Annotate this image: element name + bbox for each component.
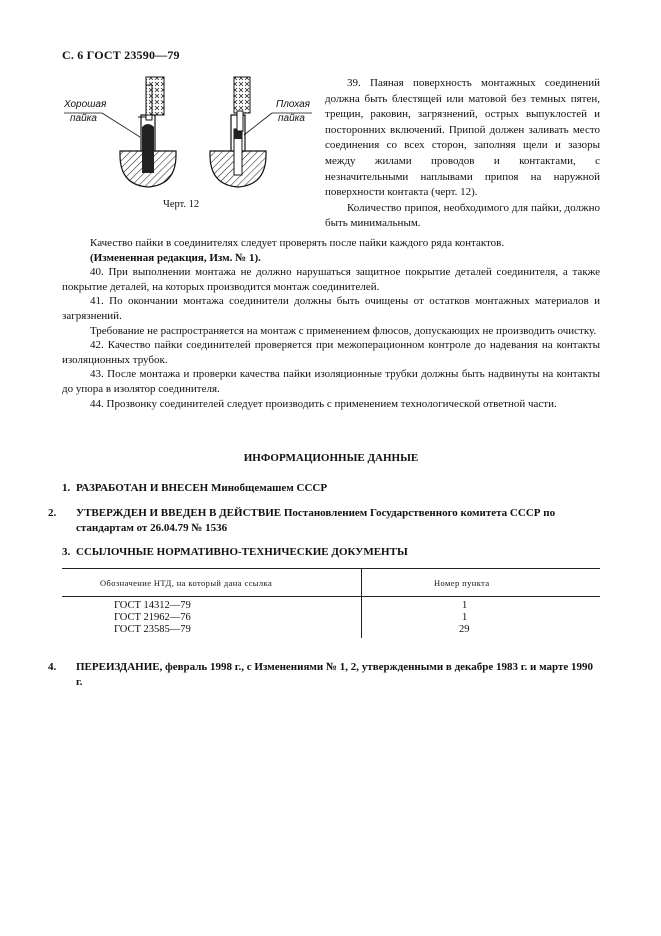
- paragraph-solder-amount: Количество припоя, необходимого для пайки, должно быть минимальным.: [325, 201, 600, 230]
- table-column-divider: [361, 568, 362, 638]
- info-item-2-caps: УТВЕРЖДЕН И ВВЕДЕН В ДЕЙСТВИЕ: [76, 507, 282, 519]
- table-row-3-clause: 29: [459, 624, 470, 635]
- info-item-4-caps: ПЕРЕИЗДАНИЕ,: [76, 661, 163, 673]
- table-row-1-document: ГОСТ 14312—79: [114, 600, 191, 611]
- table-row-2-document: ГОСТ 21962—76: [114, 612, 191, 623]
- paragraph-44: 44. Прозвонку соединителей следует производить с применением технологической ответной части.: [90, 397, 557, 410]
- info-item-3: [62, 545, 602, 560]
- bad-solder-drawing: [210, 77, 312, 187]
- page-header: С. 6 ГОСТ 23590—79: [62, 48, 180, 62]
- good-solder-drawing: [64, 77, 176, 187]
- info-item-1: [62, 481, 602, 496]
- body-text: [62, 236, 600, 411]
- info-item-1-number: 1.: [62, 482, 71, 494]
- figure-caption: Черт. 12: [163, 199, 200, 210]
- info-item-1-caps: РАЗРАБОТАН И ВНЕСЕН: [76, 482, 209, 494]
- info-item-3-number: 3.: [62, 546, 71, 558]
- info-item-4: [48, 660, 602, 689]
- paragraph-39: 39. Паяная поверхность монтажных соединений должна быть блестящей или матовой без темных пятен, трещин, раковин, загрязнений, острых выпуклостей и посторонних включений. Припой должен заливать место соединения со всех сторон, заполняя щели и зазоры между жилами проводов и контактами, с незначительными наплывами припоя на наружной поверхности контакта (черт. 12).: [325, 77, 600, 199]
- right-column-text: [325, 76, 600, 232]
- table-header-clause: Номер пункта: [434, 578, 490, 588]
- bad-solder-label-2: пайка: [278, 113, 305, 124]
- info-item-4-rest: февраль 1998 г., с Изменениями № 1, 2, утвержденными в декабре 1983 г. и марте 1990 г.: [76, 661, 593, 688]
- info-section-title: ИНФОРМАЦИОННЫЕ ДАННЫЕ: [243, 452, 419, 464]
- bad-solder-label-1: Плохая: [276, 99, 311, 110]
- soldering-figure: [58, 75, 318, 215]
- table-row-1-clause: 1: [462, 600, 468, 611]
- paragraph-quality-check: Качество пайки в соединителях следует проверять после пайки каждого ряда контактов.: [90, 237, 505, 249]
- table-header-rule: [62, 596, 600, 597]
- paragraph-43: 43. После монтажа и проверки качества пайки изоляционные трубки должны быть надвинуты на контакты до упора в изолятор соединителя.: [62, 368, 600, 395]
- soldering-diagram: [58, 75, 318, 215]
- good-solder-label-1: Хорошая: [64, 99, 107, 110]
- paragraph-40: 40. При выполнении монтажа не должно нарушаться защитное покрытие деталей соединителя, а также покрытие деталей, на которых производится монтаж соединителей.: [62, 266, 600, 293]
- info-item-1-rest: Минобщемашем СССР: [208, 482, 328, 494]
- table-row-2-clause: 1: [462, 612, 468, 623]
- table-top-rule: [62, 568, 600, 569]
- good-solder-label-2: пайка: [70, 113, 97, 124]
- table-row-3-document: ГОСТ 23585—79: [114, 624, 191, 635]
- info-item-2-rest: Постановлением Государственного комитета СССР по стандартам от 26.04.79 № 1536: [76, 507, 556, 534]
- info-item-2-number: 2.: [48, 507, 57, 519]
- info-item-3-caps: ССЫЛОЧНЫЕ НОРМАТИВНО-ТЕХНИЧЕСКИЕ ДОКУМЕНТЫ: [76, 546, 408, 558]
- table-header-document: Обозначение НТД, на который дана ссылка: [100, 578, 273, 588]
- paragraph-42: 42. Качество пайки соединителей проверяется при межоперационном контроле до надевания на контакты изоляционных трубок.: [62, 339, 600, 366]
- paragraph-revision-note: (Измененная редакция, Изм. № 1).: [90, 251, 261, 264]
- paragraph-flux-note: Требование не распространяется на монтаж с применением флюсов, допускающих не производить очистку.: [90, 324, 597, 337]
- info-item-2: [48, 506, 602, 535]
- info-item-4-number: 4.: [48, 661, 57, 673]
- paragraph-41: 41. По окончании монтажа соединители должны быть очищены от остатков монтажных материалов и загрязнений.: [62, 295, 600, 322]
